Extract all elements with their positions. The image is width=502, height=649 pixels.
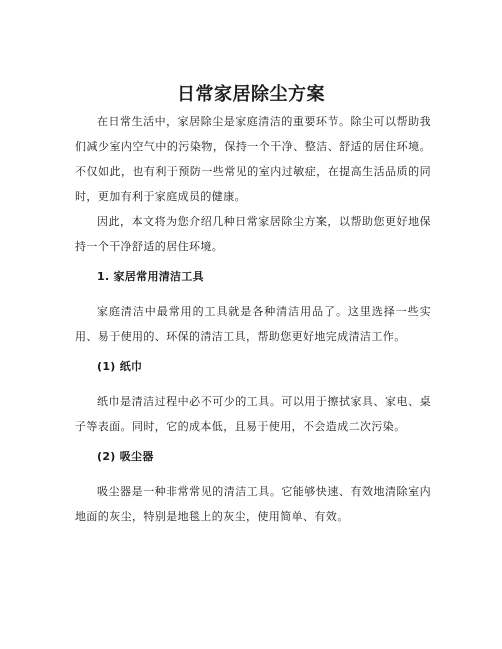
document-title: 日常家居除尘方案 [177, 84, 325, 105]
section-heading-cleaning-tools: 1. 家居常用清洁工具 [97, 270, 204, 283]
tissue-body: 纸巾是清洁过程中必不可少的工具。可以用于擦拭家具、家电、桌子等表面。同时，它的成本低，且易于使用，不会造成二次污染。 [75, 395, 431, 433]
vacuum-cleaner-body: 吸尘器是一种非常常见的清洁工具。它能够快速、有效地清除室内地面的灰尘，特别是地毯上的灰尘，使用简单、有效。 [75, 485, 431, 523]
subheading-tissue: (1) 纸巾 [97, 360, 143, 373]
intro-paragraph-2: 因此，本文将为您介绍几种日常家居除尘方案，以帮助您更好地保持一个干净舒适的居住环境。 [75, 215, 431, 253]
subheading-vacuum-cleaner: (2) 吸尘器 [97, 450, 154, 463]
section-cleaning-tools-body: 家庭清洁中最常用的工具就是各种清洁用品了。这里选择一些实用、易于使用的、环保的清洁工具，帮助您更好地完成清洁工作。 [75, 305, 431, 343]
intro-paragraph-1: 在日常生活中，家居除尘是家庭清洁的重要环节。除尘可以帮助我们减少室内空气中的污染物，保持一个干净、整洁、舒适的居住环境。不仅如此，也有利于预防一些常见的室内过敏症，在提高生活品质的同时，更加有利于家庭成员的健康。 [75, 115, 431, 203]
